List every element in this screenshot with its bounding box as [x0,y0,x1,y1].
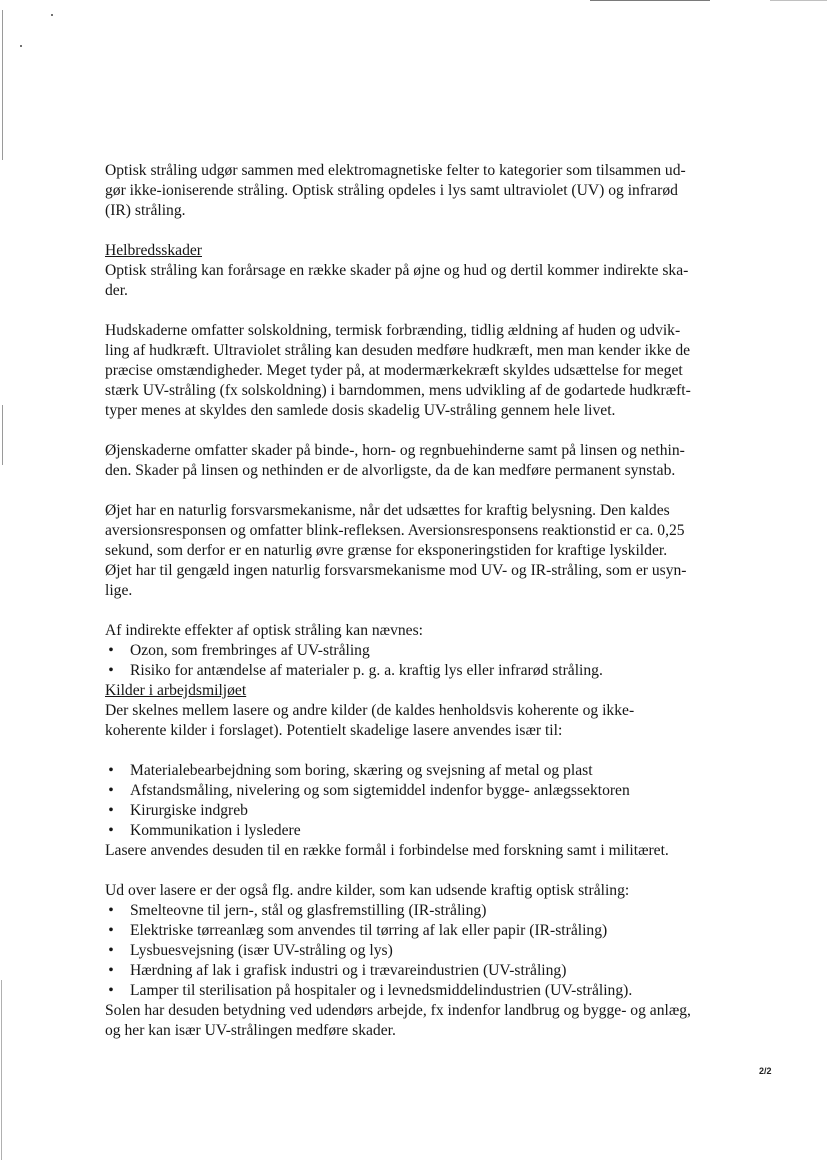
list-item: • Lamper til sterilisation på hospitaler og i levnedsmiddelindustrien (UV-stråling). [105,981,745,1001]
section-heading-sources: Kilder i arbejdsmiljøet [105,682,247,699]
page-number: 2/2 [759,1066,772,1076]
list-item: • Risiko for antændelse af materialer p. g. a. kraftig lys eller infrarød stråling. [105,661,745,681]
text-line: Der skelnes mellem lasere og andre kilder (de kaldes henholdsvis koherente og ikke- [105,702,635,719]
laser-uses-list [105,761,745,841]
bullet-icon: • [108,922,114,939]
scan-edge-line [2,405,3,465]
list-item: • Elektriske tørreanlæg som anvendes til tørring af lak eller papir (IR-stråling) [105,921,745,941]
text-line: den. Skader på linsen og nethinden er de alvorligste, da de kan medføre permanent synstab. [105,462,676,479]
eye-damage-paragraph [105,441,745,481]
other-sources-list [105,901,745,1001]
list-item: • Lysbuesvejsning (især UV-stråling og lys) [105,941,745,961]
bullet-icon: • [108,662,114,679]
intro-paragraph [105,161,745,221]
sun-paragraph [105,1001,745,1041]
bullet-icon: • [108,942,114,959]
bullet-icon: • [108,962,114,979]
list-item: • Hærdning af lak i grafisk industri og i trævareindustrien (UV-stråling) [105,961,745,981]
text-line: koherente kilder i forslaget). Potentielt skadelige lasere anvendes især til: [105,722,563,739]
bullet-icon: • [108,782,114,799]
text-line: Øjet har til gengæld ingen naturlig forsvarsmekanisme mod UV- og IR-stråling, som er usyn- [105,562,687,579]
bullet-icon: • [108,822,114,839]
text-line: gør ikke-ioniserende stråling. Optisk stråling opdeles i lys samt ultraviolet (UV) og infrarød [105,182,678,199]
bullet-icon: • [108,802,114,819]
scan-speck [20,45,22,47]
scan-edge-line [1,980,2,1160]
text-line: Optisk stråling udgør sammen med elektromagnetiske felter to kategorier som tilsammen ud- [105,162,686,179]
text-line: og her kan især UV-strålingen medføre skader. [105,1022,396,1039]
lasers-research-paragraph: Lasere anvendes desuden til en række formål i forbindelse med forskning samt i militæret. [105,842,669,859]
bullet-icon: • [108,642,114,659]
section-heading-health: Helbredsskader [105,242,202,259]
bullet-icon: • [108,982,114,999]
scan-edge-line [590,0,710,1]
list-item: • Kirurgiske indgreb [105,801,745,821]
text-line: Optisk stråling kan forårsage en række skader på øjne og hud og dertil kommer indirekte ska- [105,262,689,279]
aversion-response-paragraph [105,501,745,601]
scan-edge-line [770,0,827,1]
text-line: sekund, som derfor er en naturlig øvre grænse for eksponeringstiden for kraftige lyskilder. [105,542,668,559]
text-line: aversionsresponsen og omfatter blink-refleksen. Aversionsresponsens reaktionstid er ca. 0,25 [105,522,685,539]
text-line: stærk UV-stråling (fx solskoldning) i barndommen, mens udvikling af de godartede hudkræft- [105,382,691,399]
list-item: • Afstandsmåling, nivelering og som sigtemiddel indenfor bygge- anlægssektoren [105,781,745,801]
text-line: Øjet har en naturlig forsvarsmekanisme, når det udsættes for kraftig belysning. Den kaldes [105,502,670,519]
text-line: (IR) stråling. [105,202,186,219]
list-item: • Smelteovne til jern-, stål og glasfremstilling (IR-stråling) [105,901,745,921]
bullet-icon: • [108,762,114,779]
list-item: • Kommunikation i lysledere [105,821,745,841]
bullet-icon: • [108,902,114,919]
skin-damage-paragraph [105,321,745,421]
indirect-effects-intro: Af indirekte effekter af optisk stråling kan nævnes: [105,622,423,639]
list-item: • Materialebearbejdning som boring, skæring og svejsning af metal og plast [105,761,745,781]
text-line: Solen har desuden betydning ved udendørs arbejde, fx indenfor landbrug og bygge- og anlæg, [105,1002,691,1019]
other-sources-intro: Ud over lasere er der også flg. andre kilder, som kan udsende kraftig optisk stråling: [105,882,630,899]
list-item: • Ozon, som frembringes af UV-stråling [105,641,745,661]
text-line: lige. [105,582,133,599]
text-line: der. [105,282,128,299]
scan-speck [51,14,53,16]
text-line: Øjenskaderne omfatter skader på binde-, horn- og regnbuehinderne samt på linsen og nethin- [105,442,685,459]
text-line: ling af hudkræft. Ultraviolet stråling kan desuden medføre hudkræft, men man kender ikke de [105,342,691,359]
scan-edge-line [2,10,3,160]
sources-paragraph-1 [105,701,745,741]
text-line: præcise omstændigheder. Meget tyder på, at modermærkekræft skyldes udsættelse for meget [105,362,683,379]
indirect-effects-list [105,641,745,681]
text-line: Hudskaderne omfatter solskoldning, termisk forbrænding, tidlig ældning af huden og udvik- [105,322,681,339]
text-line: typer menes at skyldes den samlede dosis skadelig UV-stråling gennem hele livet. [105,402,616,419]
document-body [105,161,745,1041]
health-paragraph-1 [105,261,745,301]
